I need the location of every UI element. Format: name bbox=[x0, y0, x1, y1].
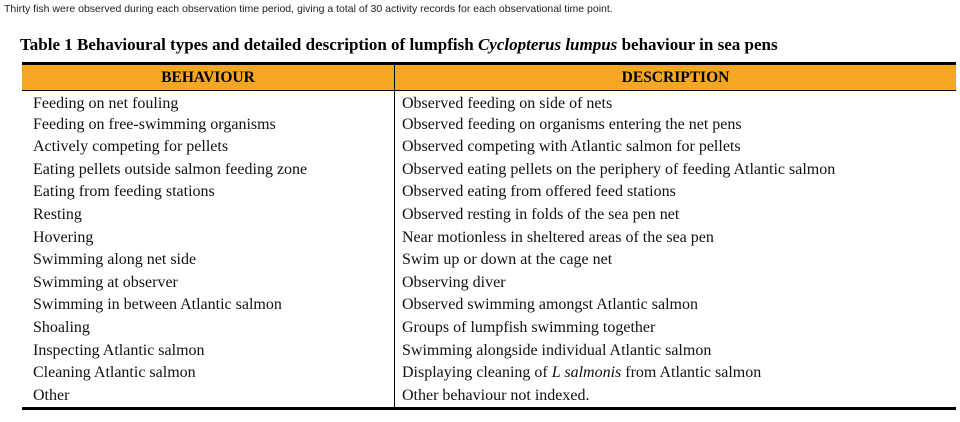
table-header-row bbox=[22, 65, 956, 91]
table-row bbox=[22, 181, 956, 204]
behaviour-cell: Cleaning Atlantic salmon bbox=[33, 364, 196, 382]
description-cell: Swimming alongside individual Atlantic salmon bbox=[394, 340, 956, 363]
table-row bbox=[22, 227, 956, 250]
behaviour-cell: Swimming at observer bbox=[33, 273, 178, 291]
description-cell: Observed eating pellets on the periphery of feeding Atlantic salmon bbox=[394, 159, 956, 182]
table-title bbox=[20, 35, 778, 55]
description-cell: Near motionless in sheltered areas of the sea pen bbox=[394, 227, 956, 250]
behaviour-cell: Swimming in between Atlantic salmon bbox=[33, 296, 282, 314]
description-cell: Other behaviour not indexed. bbox=[394, 385, 956, 408]
table-title-suffix: behaviour in sea pens bbox=[617, 35, 778, 54]
table-row bbox=[22, 159, 956, 182]
table-row bbox=[22, 249, 956, 272]
table-row bbox=[22, 340, 956, 363]
behaviour-cell: Inspecting Atlantic salmon bbox=[33, 341, 205, 359]
description-cell: Observed resting in folds of the sea pen net bbox=[394, 204, 956, 227]
behaviour-cell: Other bbox=[33, 386, 70, 404]
behaviour-cell: Swimming along net side bbox=[33, 251, 197, 269]
caption-text: Thirty fish were observed during each observation time period, giving a total of 30 activity records for each observational time point. bbox=[4, 3, 613, 15]
header-behaviour: BEHAVIOUR bbox=[161, 69, 255, 86]
table-row bbox=[22, 272, 956, 295]
description-cell: Groups of lumpfish swimming together bbox=[394, 317, 956, 340]
description-suffix: from Atlantic salmon bbox=[621, 364, 762, 382]
behaviour-cell: Eating from feeding stations bbox=[33, 183, 215, 201]
description-cell: Observed feeding on organisms entering the net pens bbox=[394, 114, 956, 137]
description-cell: Observed swimming amongst Atlantic salmon bbox=[394, 294, 956, 317]
table-row bbox=[22, 317, 956, 340]
table-row bbox=[22, 362, 956, 385]
description-cell: Swim up or down at the cage net bbox=[394, 249, 956, 272]
header-description: DESCRIPTION bbox=[394, 65, 956, 90]
behaviour-cell: Hovering bbox=[33, 228, 94, 246]
behaviour-cell: Actively competing for pellets bbox=[33, 138, 229, 156]
behaviour-table bbox=[22, 62, 956, 410]
behaviour-cell: Feeding on net fouling bbox=[33, 95, 179, 112]
behaviour-cell: Feeding on free-swimming organisms bbox=[33, 115, 276, 133]
table-row bbox=[22, 91, 956, 114]
table-row bbox=[22, 136, 956, 159]
table-body bbox=[22, 91, 956, 407]
table-row bbox=[22, 114, 956, 137]
description-cell: Observing diver bbox=[394, 272, 956, 295]
table-row bbox=[22, 204, 956, 227]
description-cell: Observed competing with Atlantic salmon for pellets bbox=[394, 136, 956, 159]
table-row bbox=[22, 294, 956, 317]
description-prefix: Displaying cleaning of bbox=[402, 364, 552, 382]
description-species: L salmonis bbox=[551, 364, 622, 382]
table-title-prefix: Table 1 Behavioural types and detailed description of lumpfish bbox=[20, 35, 478, 54]
description-cell bbox=[394, 362, 956, 385]
behaviour-cell: Shoaling bbox=[33, 318, 90, 336]
table-row bbox=[22, 385, 956, 408]
behaviour-cell: Resting bbox=[33, 205, 82, 223]
description-cell: Observed feeding on side of nets bbox=[394, 91, 956, 114]
behaviour-cell: Eating pellets outside salmon feeding zone bbox=[33, 160, 308, 178]
description-cell: Observed eating from offered feed stations bbox=[394, 181, 956, 204]
table-title-species: Cyclopterus lumpus bbox=[477, 35, 618, 54]
